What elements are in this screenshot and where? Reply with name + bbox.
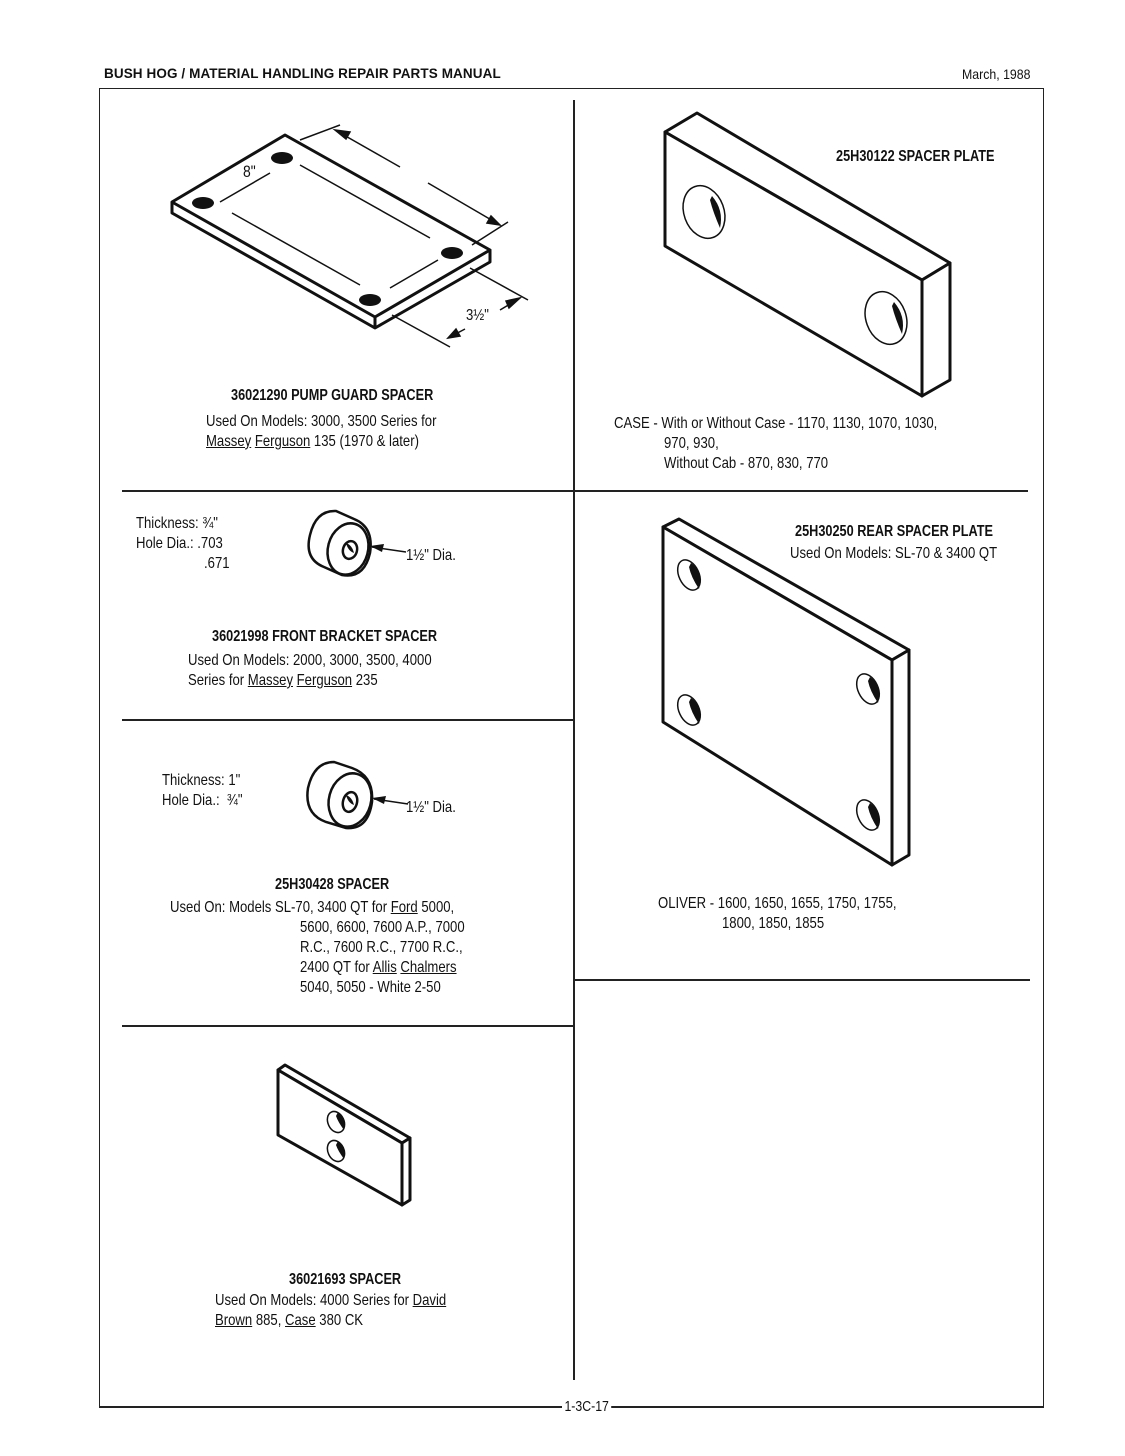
pump-guard-spacer-drawing: [160, 110, 560, 360]
part-title-25h30122: 25H30122 SPACER PLATE: [836, 148, 995, 165]
spacer-plate-drawing: [650, 100, 960, 400]
oliver-models-line1: OLIVER - 1600, 1650, 1655, 1750, 1755,: [658, 895, 897, 912]
hole-dia-label: Hole Dia.: .703: [136, 535, 223, 552]
oliver-models-line2: 1800, 1850, 1855: [722, 915, 825, 932]
hole-dia-label: Hole Dia.: ¾": [162, 792, 243, 809]
case-models-line3: Without Cab - 870, 830, 770: [664, 455, 829, 472]
part-usage-line2: 5600, 6600, 7600 A.P., 7000: [300, 919, 465, 936]
thickness-label: Thickness: ¾": [136, 515, 218, 532]
dia-pointer-arrow: [370, 792, 410, 812]
part-usage-line1: Used On: Models SL-70, 3400 QT for Ford 5000,: [170, 899, 455, 916]
row-divider-left-3: [122, 1025, 574, 1027]
part-usage-line2: Series for Massey Ferguson 235: [188, 672, 378, 689]
manual-date: March, 1988: [962, 66, 1031, 82]
row-divider-1: [122, 490, 1028, 492]
part-title-36021693: 36021693 SPACER: [289, 1271, 402, 1288]
dimension-width: 3½": [466, 307, 489, 324]
part-usage-line3: R.C., 7600 R.C., 7700 R.C.,: [300, 939, 463, 956]
part-usage-line4: 2400 QT for Allis Chalmers: [300, 959, 457, 976]
part-usage-line1: Used On Models: 4000 Series for David: [215, 1292, 447, 1309]
part-title-36021290: 36021290 PUMP GUARD SPACER: [231, 387, 434, 404]
spacer-36021693-drawing: [260, 1050, 430, 1220]
dia-pointer-arrow: [368, 540, 408, 560]
case-models-line1: CASE - With or Without Case - 1170, 1130, 1070, 1030,: [614, 415, 938, 432]
center-divider: [573, 100, 575, 1380]
part-title-25h30250: 25H30250 REAR SPACER PLATE: [795, 523, 994, 540]
part-title-36021998: 36021998 FRONT BRACKET SPACER: [212, 628, 438, 645]
page-number: 1-3C-17: [562, 1398, 611, 1415]
outer-dia-label: 1½" Dia.: [406, 547, 456, 564]
part-usage-line1: Used On Models: 2000, 3000, 3500, 4000: [188, 652, 432, 669]
row-divider-left-2: [122, 719, 574, 721]
dimension-length: 8": [243, 162, 256, 181]
case-models-line2: 970, 930,: [664, 435, 719, 452]
part-usage-line2: Massey Ferguson 135 (1970 & later): [206, 433, 419, 450]
part-usage-line1: Used On Models: SL-70 & 3400 QT: [790, 545, 998, 562]
part-usage-line5: 5040, 5050 - White 2-50: [300, 979, 441, 996]
row-divider-right-2: [574, 979, 1030, 981]
rear-spacer-plate-drawing: [655, 515, 920, 870]
manual-title: BUSH HOG / MATERIAL HANDLING REPAIR PARTS MANUAL: [104, 66, 501, 81]
hole-dia-tolerance: .671: [204, 555, 230, 572]
part-usage-line2: Brown 885, Case 380 CK: [215, 1312, 364, 1329]
outer-dia-label: 1½" Dia.: [406, 799, 456, 816]
part-usage-line1: Used On Models: 3000, 3500 Series for: [206, 413, 437, 430]
part-title-25h30428: 25H30428 SPACER: [275, 876, 390, 893]
thickness-label: Thickness: 1": [162, 772, 241, 789]
